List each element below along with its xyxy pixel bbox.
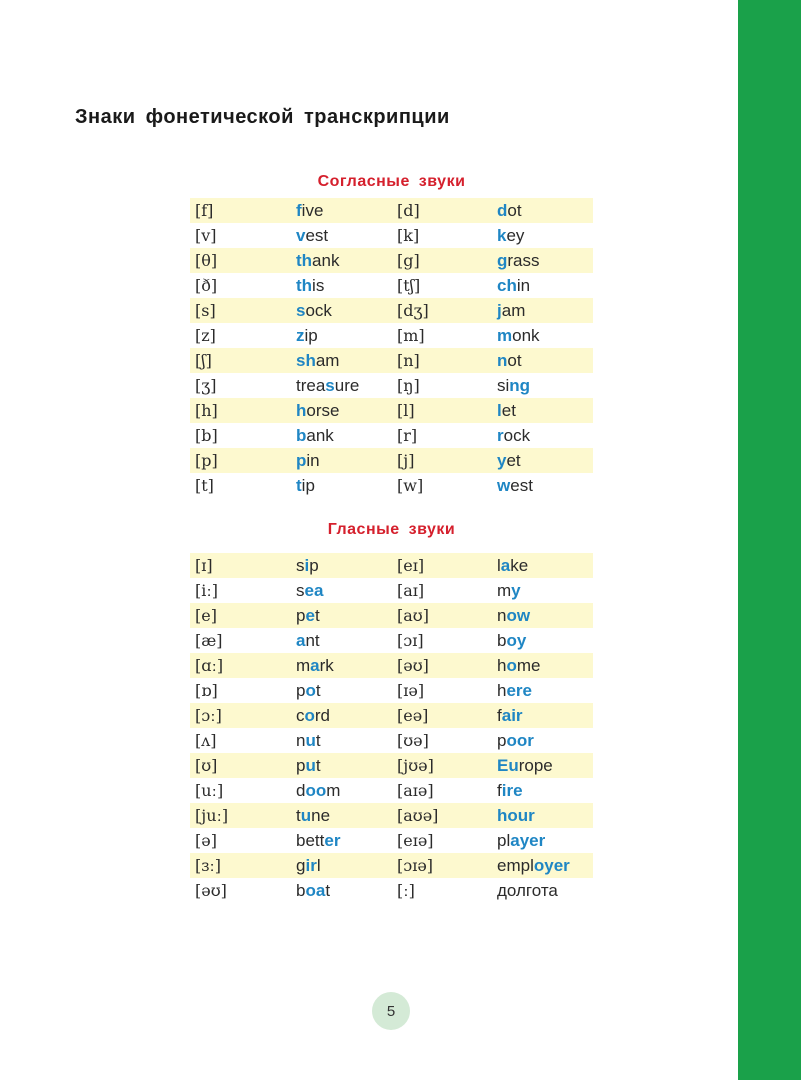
example-word: [497, 803, 535, 828]
example-word: [296, 653, 334, 678]
word-part: c: [296, 706, 305, 725]
phonetic-symbol: [ː]: [397, 881, 415, 900]
table-row: [190, 553, 593, 578]
phonetic-symbol: [eɪə]: [397, 831, 434, 850]
example-word: [296, 448, 320, 473]
phonetic-symbol: [aɪə]: [397, 781, 434, 800]
word-part: долгота: [497, 881, 558, 900]
phonetic-symbol: [b]: [195, 426, 218, 445]
word-part: is: [312, 276, 325, 295]
example-word: [296, 273, 324, 298]
highlighted-letters: ow: [506, 606, 531, 625]
highlighted-letters: b: [296, 426, 307, 445]
example-word: [296, 198, 323, 223]
phonetic-symbol: [s]: [195, 301, 216, 320]
word-part: l: [497, 556, 501, 575]
highlighted-letters: z: [296, 326, 305, 345]
example-word: [296, 248, 339, 273]
table-row: [190, 703, 593, 728]
word-part: ank: [306, 426, 334, 445]
example-word: [296, 398, 339, 423]
word-part: est: [510, 476, 533, 495]
example-word: [497, 473, 533, 498]
word-part: t: [314, 606, 320, 625]
phonetic-symbol: [eə]: [397, 706, 429, 725]
phonetic-symbol: [r]: [397, 426, 418, 445]
highlighted-letters: v: [296, 226, 306, 245]
example-word: [296, 778, 340, 803]
highlighted-letters: ire: [501, 781, 523, 800]
highlighted-letters: ea: [304, 581, 324, 600]
example-word: [497, 273, 530, 298]
highlighted-letters: er: [324, 831, 341, 850]
phonetic-symbol: [d]: [397, 201, 420, 220]
highlighted-letters: m: [497, 326, 513, 345]
phonetic-symbol: [f]: [195, 201, 214, 220]
phonetic-symbol: [ɒ]: [195, 681, 218, 700]
phonetic-symbol: [ɜː]: [195, 856, 222, 875]
highlighted-letters: u: [305, 756, 316, 775]
phonetic-symbol: [θ]: [195, 251, 218, 270]
word-part: f: [497, 706, 502, 725]
example-word: [497, 678, 532, 703]
phonetic-symbol: [ʃ]: [195, 351, 212, 370]
example-word: [497, 298, 525, 323]
example-word: [296, 223, 328, 248]
word-part: rd: [314, 706, 331, 725]
word-part: ne: [311, 806, 331, 825]
word-part: in: [516, 276, 531, 295]
word-part: si: [497, 376, 510, 395]
example-word: [296, 348, 339, 373]
table-row: [190, 273, 593, 298]
example-word: [497, 398, 516, 423]
highlighted-letters: j: [497, 301, 502, 320]
highlighted-letters: a: [310, 656, 320, 675]
page-number: 5: [372, 992, 410, 1030]
table-row: [190, 578, 593, 603]
highlighted-letters: hour: [497, 806, 535, 825]
highlighted-letters: r: [497, 426, 504, 445]
highlighted-letters: a: [500, 556, 511, 575]
phonetic-symbol: [ʒ]: [195, 376, 217, 395]
phonetic-symbol: [dʒ]: [397, 301, 429, 320]
page-title: Знаки фонетической транскрипции: [75, 106, 450, 128]
phonetic-symbol: [ɔɪə]: [397, 856, 434, 875]
word-part: rass: [507, 251, 540, 270]
example-word: [497, 628, 526, 653]
word-part: ank: [312, 251, 340, 270]
word-part: pl: [497, 831, 511, 850]
word-part: f: [497, 781, 502, 800]
highlighted-letters: u: [300, 806, 312, 825]
table-row: [190, 223, 593, 248]
example-word: [497, 553, 528, 578]
table-row: [190, 348, 593, 373]
phonetic-symbol: [ɔː]: [195, 706, 222, 725]
phonetic-symbol: [e]: [195, 606, 217, 625]
example-word: [296, 298, 332, 323]
word-part: d: [296, 781, 306, 800]
word-part: me: [516, 656, 541, 675]
word-part: ure: [334, 376, 360, 395]
phonetic-symbol: [ŋ]: [397, 376, 420, 395]
phonetic-symbol: [ɑː]: [195, 656, 224, 675]
table-row: [190, 248, 593, 273]
example-word: [296, 578, 323, 603]
word-part: in: [306, 451, 320, 470]
phonetic-symbol: [ɔɪ]: [397, 631, 424, 650]
example-word: [296, 553, 319, 578]
example-word: [497, 753, 553, 778]
example-word: [296, 828, 340, 853]
example-word: [497, 853, 570, 878]
word-part: t: [315, 756, 321, 775]
word-part: et: [506, 451, 521, 470]
example-word: [296, 423, 334, 448]
word-part: l: [316, 856, 321, 875]
word-part: h: [497, 681, 507, 700]
word-part: ot: [507, 201, 522, 220]
phonetic-symbol: [iː]: [195, 581, 218, 600]
example-word: [296, 703, 330, 728]
phonetic-symbol: [ɪ]: [195, 556, 213, 575]
phonetic-symbol: [eɪ]: [397, 556, 425, 575]
word-part: n: [296, 731, 306, 750]
word-part: ke: [510, 556, 529, 575]
word-part: bett: [296, 831, 325, 850]
highlighted-letters: o: [506, 656, 517, 675]
word-part: b: [497, 631, 507, 650]
word-part: ot: [507, 351, 522, 370]
word-part: p: [296, 606, 306, 625]
example-word: [497, 878, 558, 903]
word-part: b: [296, 881, 306, 900]
phonetic-symbol: [əʊ]: [397, 656, 429, 675]
word-part: h: [497, 656, 507, 675]
word-part: t: [325, 881, 331, 900]
table-row: [190, 653, 593, 678]
phonetic-symbol: [h]: [195, 401, 218, 420]
word-part: ock: [305, 301, 332, 320]
highlighted-letters: Eu: [497, 756, 519, 775]
vowels-heading: Гласные звуки: [327, 521, 456, 538]
table-row: [190, 853, 593, 878]
highlighted-letters: ayer: [510, 831, 546, 850]
highlighted-letters: s: [296, 301, 306, 320]
highlighted-letters: oor: [506, 731, 534, 750]
phonetic-symbol: [ð]: [195, 276, 218, 295]
phonetic-symbol: [p]: [195, 451, 218, 470]
example-word: [497, 323, 540, 348]
table-row: [190, 778, 593, 803]
highlighted-letters: n: [497, 351, 508, 370]
example-word: [497, 198, 522, 223]
example-word: [497, 578, 521, 603]
table-row: [190, 323, 593, 348]
highlighted-letters: o: [305, 681, 316, 700]
table-row: [190, 678, 593, 703]
word-part: g: [296, 856, 306, 875]
example-word: [497, 653, 540, 678]
highlighted-letters: ch: [497, 276, 517, 295]
highlighted-letters: th: [296, 276, 313, 295]
example-word: [497, 603, 530, 628]
phonetic-symbol: [n]: [397, 351, 420, 370]
word-part: n: [497, 606, 507, 625]
highlighted-letters: s: [325, 376, 335, 395]
word-part: rope: [518, 756, 553, 775]
example-word: [497, 778, 523, 803]
highlighted-letters: y: [511, 581, 521, 600]
word-part: t: [296, 806, 301, 825]
highlighted-letters: a: [296, 631, 306, 650]
example-word: [296, 603, 320, 628]
word-part: p: [296, 756, 306, 775]
highlighted-letters: oy: [506, 631, 527, 650]
phonetic-symbol: [əʊ]: [195, 881, 227, 900]
word-part: onk: [512, 326, 540, 345]
highlighted-letters: g: [497, 251, 508, 270]
green-edge-strip: [738, 0, 801, 1080]
phonetic-symbol: [z]: [195, 326, 216, 345]
highlighted-letters: f: [296, 201, 302, 220]
word-part: et: [501, 401, 516, 420]
example-word: [296, 853, 321, 878]
highlighted-letters: w: [497, 476, 511, 495]
example-word: [497, 373, 530, 398]
table-row: [190, 423, 593, 448]
highlighted-letters: oyer: [533, 856, 570, 875]
table-row: [190, 878, 593, 903]
word-part: am: [315, 351, 340, 370]
word-part: p: [497, 731, 507, 750]
phonetic-symbol: [ʊ]: [195, 756, 218, 775]
phonetic-symbol: [æ]: [195, 631, 223, 650]
highlighted-letters: oa: [305, 881, 326, 900]
example-word: [296, 728, 321, 753]
example-word: [497, 348, 522, 373]
example-word: [296, 373, 359, 398]
word-part: trea: [296, 376, 326, 395]
example-word: [497, 248, 540, 273]
highlighted-letters: e: [305, 606, 315, 625]
highlighted-letters: t: [296, 476, 302, 495]
word-part: rk: [319, 656, 334, 675]
phonetic-symbol: [aɪ]: [397, 581, 425, 600]
word-part: am: [501, 301, 526, 320]
phonetic-symbol: [jʊə]: [397, 756, 434, 775]
phonetic-symbol: [t]: [195, 476, 214, 495]
highlighted-letters: h: [296, 401, 307, 420]
word-part: t: [315, 731, 321, 750]
highlighted-letters: l: [497, 401, 502, 420]
highlighted-letters: d: [497, 201, 508, 220]
table-row: [190, 803, 593, 828]
word-part: t: [315, 681, 321, 700]
table-row: [190, 728, 593, 753]
highlighted-letters: p: [296, 451, 307, 470]
word-part: p: [309, 556, 319, 575]
word-part: ip: [304, 326, 318, 345]
example-word: [497, 448, 521, 473]
word-part: empl: [497, 856, 534, 875]
example-word: [296, 628, 320, 653]
word-part: m: [497, 581, 512, 600]
word-part: ip: [301, 476, 315, 495]
table-row: [190, 628, 593, 653]
phonetic-symbol: [juː]: [195, 806, 229, 825]
highlighted-letters: o: [304, 706, 315, 725]
phonetic-symbol: [l]: [397, 401, 415, 420]
phonetic-symbol: [ə]: [195, 831, 217, 850]
word-part: orse: [306, 401, 340, 420]
phonetic-symbol: [aʊə]: [397, 806, 439, 825]
phonetic-symbol: [m]: [397, 326, 425, 345]
table-row: [190, 198, 593, 223]
word-part: s: [296, 581, 305, 600]
highlighted-letters: air: [501, 706, 523, 725]
example-word: [497, 828, 545, 853]
highlighted-letters: y: [497, 451, 507, 470]
highlighted-letters: k: [497, 226, 507, 245]
phonetic-symbol: [tʃ]: [397, 276, 421, 295]
phonetic-symbol: [j]: [397, 451, 415, 470]
table-row: [190, 448, 593, 473]
vowels-table: [190, 553, 593, 903]
table-row: [190, 753, 593, 778]
word-part: ock: [503, 426, 531, 445]
table-row: [190, 298, 593, 323]
word-part: est: [305, 226, 329, 245]
table-row: [190, 398, 593, 423]
highlighted-letters: sh: [296, 351, 316, 370]
example-word: [296, 473, 315, 498]
word-part: s: [296, 556, 305, 575]
highlighted-letters: ir: [305, 856, 317, 875]
phonetic-symbol: [ʌ]: [195, 731, 217, 750]
example-word: [497, 423, 530, 448]
phonetic-symbol: [ʊə]: [397, 731, 429, 750]
phonetic-symbol: [w]: [397, 476, 424, 495]
highlighted-letters: oo: [305, 781, 327, 800]
word-part: nt: [305, 631, 320, 650]
example-word: [497, 223, 524, 248]
example-word: [296, 753, 321, 778]
example-word: [296, 323, 318, 348]
table-row: [190, 373, 593, 398]
table-row: [190, 828, 593, 853]
word-part: ive: [301, 201, 324, 220]
phonetic-symbol: [ɪə]: [397, 681, 425, 700]
highlighted-letters: i: [304, 556, 310, 575]
example-word: [497, 728, 534, 753]
highlighted-letters: ng: [509, 376, 531, 395]
word-part: m: [326, 781, 341, 800]
phonetic-symbol: [k]: [397, 226, 420, 245]
table-row: [190, 473, 593, 498]
example-word: [296, 803, 330, 828]
word-part: ey: [506, 226, 525, 245]
table-row: [190, 603, 593, 628]
phonetic-symbol: [aʊ]: [397, 606, 429, 625]
consonants-table: [190, 198, 593, 498]
phonetic-symbol: [g]: [397, 251, 420, 270]
word-part: p: [296, 681, 306, 700]
example-word: [296, 678, 321, 703]
highlighted-letters: ere: [506, 681, 532, 700]
highlighted-letters: u: [305, 731, 316, 750]
phonetic-symbol: [v]: [195, 226, 217, 245]
highlighted-letters: th: [296, 251, 313, 270]
consonants-heading: Согласные звуки: [317, 173, 466, 190]
example-word: [296, 878, 330, 903]
example-word: [497, 703, 523, 728]
word-part: m: [296, 656, 311, 675]
phonetic-symbol: [uː]: [195, 781, 224, 800]
